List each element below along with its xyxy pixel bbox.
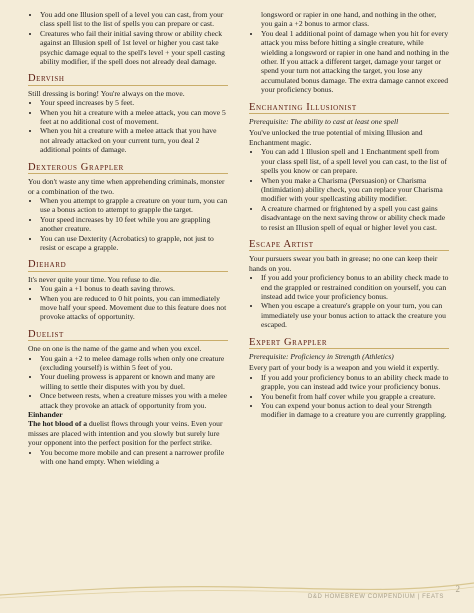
diehard-list xyxy=(28,284,228,322)
page-number: 2 xyxy=(455,584,460,594)
list-item: • When you make a Charisma (Persuasion) or Charisma (Intimidation) ability check, you can replace your Charisma modifier with your spellcasting ability modifier. xyxy=(261,176,449,204)
continued-list xyxy=(249,29,449,95)
section-title-dervish: Dervish xyxy=(28,74,228,85)
subfeat-lead: The hot blood of a xyxy=(28,419,88,429)
list-item: • You benefit from half cover while you grapple a creature. xyxy=(261,392,449,401)
list-item: • You deal 1 additional point of damage when you hit for every attack you miss before hitting a single creature, while wielding a longsword or rapier in one hand and nothing in the other. If you attack a different target, damage your target or spend your turn not attacking the target, you lose any accumulated bonus damage. The extra damage cannot exceed your proficiency bonus. xyxy=(261,29,449,95)
duelist-list xyxy=(28,354,228,410)
subfeat-title-einhander: Einhander xyxy=(28,410,63,420)
left-column xyxy=(28,10,228,466)
section-title-expert-grappler: Expert Grappler xyxy=(249,338,449,349)
list-item: • You gain a +2 to melee damage rolls when only one creature (excluding yourself) is within 5 feet of you. xyxy=(40,354,228,373)
list-item: • Creatures who fail their initial saving throw or ability check against an Illusion spell of 1st level or higher you cast take psychic damage equal to the spell's level + your spell casting ability modifier, if the spell does not already deal damage. xyxy=(40,29,228,67)
section-text: Your pursuers swear you bath in grease; no one can keep their hands on you. xyxy=(249,254,438,273)
list-item: • You can expend your bonus action to deal your Strength modifier in damage to a creature you are currently grappling. xyxy=(261,401,449,420)
section-text: Still dressing is boring! You're always on the move. xyxy=(28,88,185,98)
list-item: • Once between rests, when a creature misses you with a melee attack they provoke an attack of opportunity from you. xyxy=(40,391,228,410)
section-text: It's never quite your time. You refuse to die. xyxy=(28,274,162,284)
escape-artist-list xyxy=(249,273,449,329)
expert-grappler-list xyxy=(249,373,449,420)
list-item: • When you attempt to grapple a creature on your turn, you can use a bonus action to attempt to grapple the target. xyxy=(40,196,228,215)
subfeat-text xyxy=(28,419,228,447)
section-title-enchanting-illusionist: Enchanting Illusionist xyxy=(249,103,449,114)
right-column xyxy=(249,10,449,420)
list-item: • When you escape a creature's grapple on your turn, you can immediately use your bonus action to attack the creature you escaped. xyxy=(261,301,449,329)
list-item: • Your speed increases by 10 feet while you are grappling another creature. xyxy=(40,215,228,234)
list-item: • Your dueling prowess is apparent or known and many are willing to settle their disputes with you by duel. xyxy=(40,372,228,391)
subfeat-body: duelist flows through your veins. Even your misses are placed with intention and you slowly but surely lure your opponent into the perfect position for the perfect strike. xyxy=(28,419,223,448)
list-item: • When you are reduced to 0 hit points, you can immediately move half your speed. Movement due to this feature does not provoke attacks of opportunity. xyxy=(40,294,228,322)
list-item: • You can add 1 Illusion spell and 1 Enchantment spell from your class spell list, of a spell level you can cast, to the list of spells you know or can prepare. xyxy=(261,147,449,175)
section-text: You've unlocked the true potential of mixing Illusion and Enchantment magic. xyxy=(249,128,423,147)
section-title-duelist: Duelist xyxy=(28,330,228,341)
list-item: • A creature charmed or frightened by a spell you cast gains disadvantage on the next saving throw or ability check made to resist an Illusion spell of equal or higher level you cast. xyxy=(261,204,449,232)
list-item: • You can use Dexterity (Acrobatics) to grapple, not just to resist or escape a grapple. xyxy=(40,234,228,253)
dervish-list xyxy=(28,98,228,154)
list-item: • If you add your proficiency bonus to an ability check made to grapple, you can instead add twice your proficiency bonus. xyxy=(261,373,449,392)
section-title-escape-artist: Escape Artist xyxy=(249,240,449,251)
section-text: Every part of your body is a weapon and you wield it expertly. xyxy=(249,363,439,373)
footer-text: D&D HOMEBREW COMPENDIUM | FEATS xyxy=(307,594,444,600)
section-text: One on one is the name of the game and when you excel. xyxy=(28,344,202,354)
section-text: You don't waste any time when apprehending criminals, monster or a combination of the two. xyxy=(28,177,225,196)
prerequisite: Prerequisite: The ability to cast at least one spell xyxy=(249,117,399,127)
list-item: • When you hit a creature with a melee attack that you have not already attacked on your current turn, you deal 2 additional points of damage. xyxy=(40,126,228,154)
enchanting-illusionist-list xyxy=(249,147,449,232)
continued-text: longsword or rapier in one hand, and nothing in the other, you gain a +2 bonus to armor class. xyxy=(261,10,437,29)
section-title-dexterous-grappler: Dexterous Grappler xyxy=(28,163,228,174)
list-item: • When you hit a creature with a melee attack, you can move 5 feet at no additional cost of movement. xyxy=(40,108,228,127)
list-item: • You become more mobile and can present a narrower profile with one hand empty. When wielding a xyxy=(40,448,228,467)
list-item: • If you add your proficiency bonus to an ability check made to end the grappled or restrained condition on yourself, you can instead add twice your proficiency bonus. xyxy=(261,273,449,301)
section-title-diehard: Diehard xyxy=(28,260,228,271)
list-item: • You add one Illusion spell of a level you can cast, from your class spell list to the list of spells you can prepare or cast. xyxy=(40,10,228,29)
dexterous-grappler-list xyxy=(28,196,228,252)
intro-list xyxy=(28,10,228,66)
list-item: • Your speed increases by 5 feet. xyxy=(40,98,228,107)
prerequisite: Prerequisite: Proficiency in Strength (Athletics) xyxy=(249,352,394,361)
list-item: • You gain a +1 bonus to death saving throws. xyxy=(40,284,228,293)
einhander-list xyxy=(28,448,228,467)
